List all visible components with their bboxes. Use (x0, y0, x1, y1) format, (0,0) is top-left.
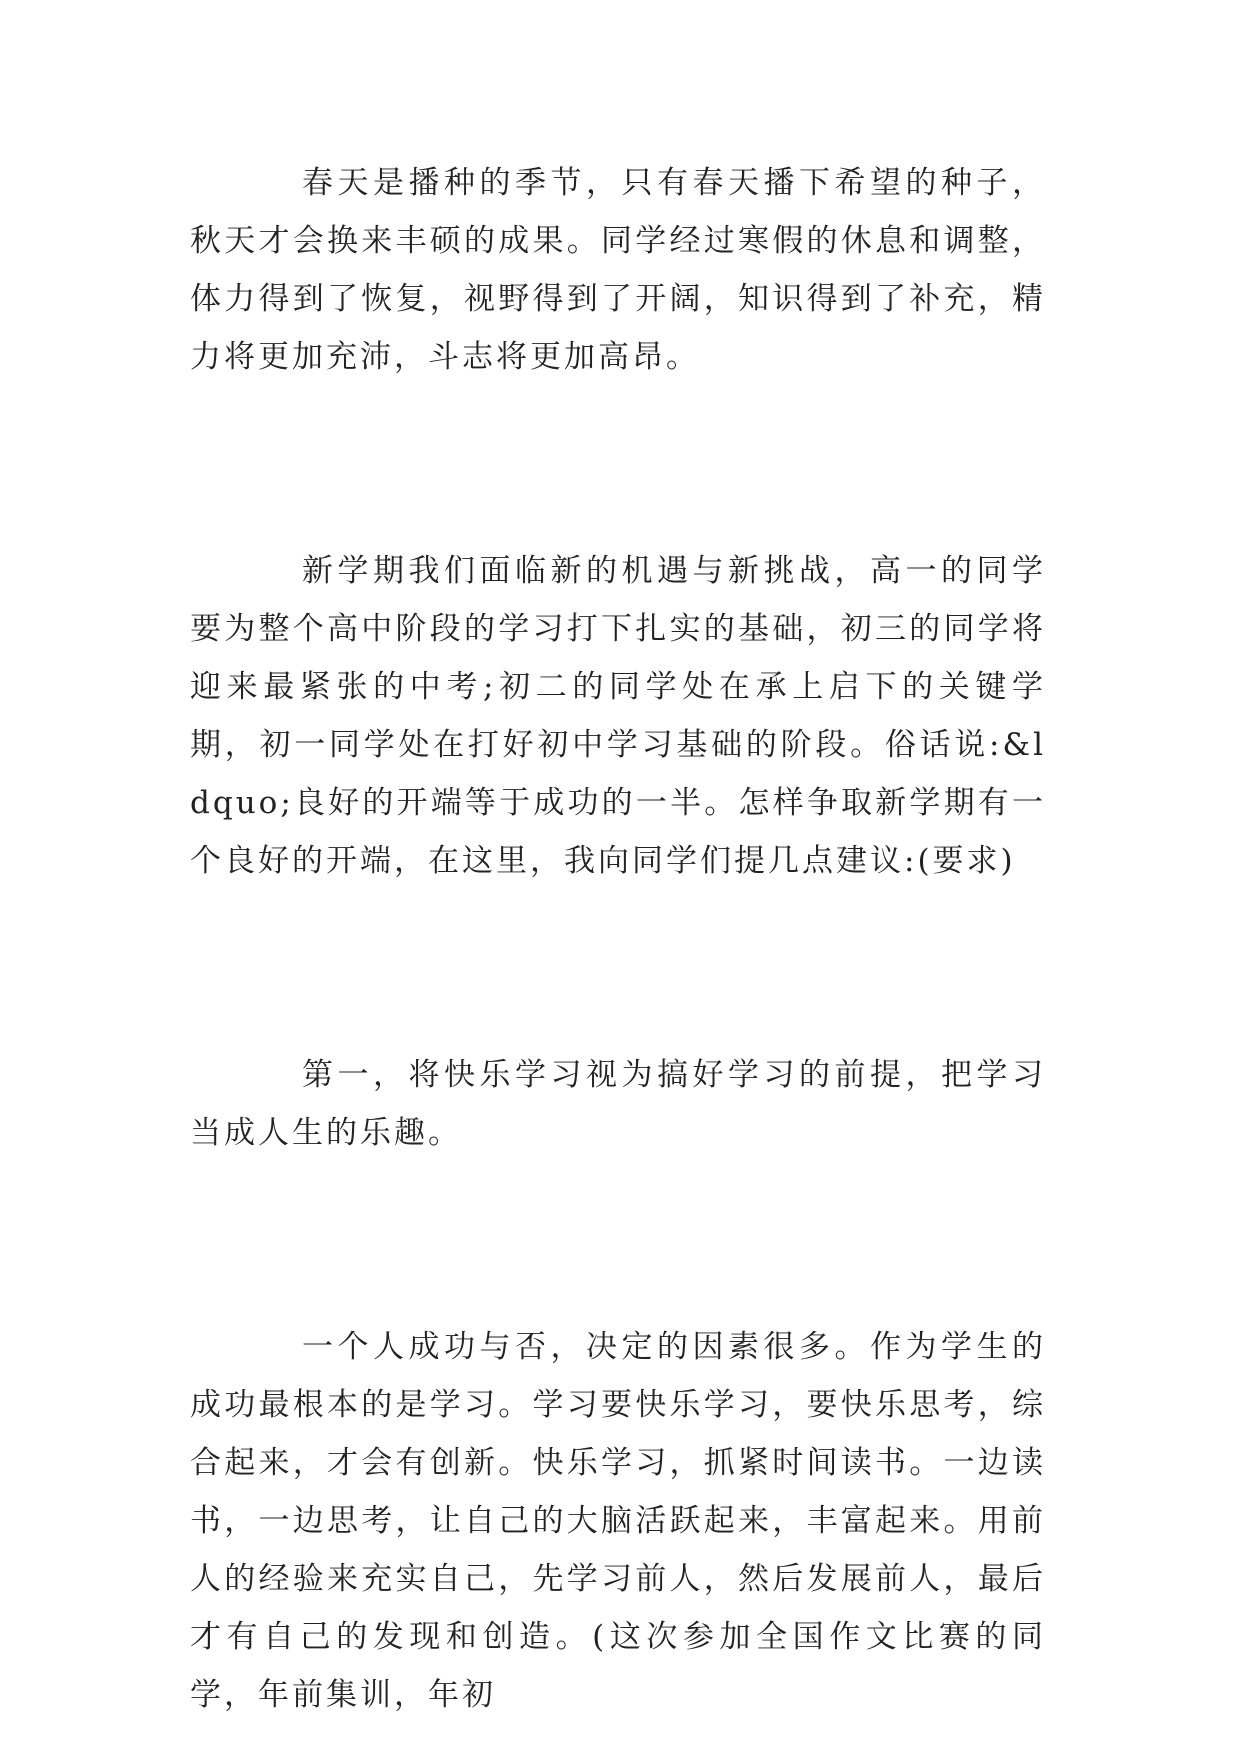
paragraph-new-semester: 新学期我们面临新的机遇与新挑战，高一的同学要为整个高中阶段的学习打下扎实的基础，初三的同学将迎来最紧张的中考;初二的同学处在承上启下的关键学期，初一同学处在打好初中学习基础的阶段。俗话说:&ldquo;良好的开端等于成功的一半。怎样争取新学期有一个良好的开端，在这里，我向同学们提几点建议:(要求) (190, 553, 1046, 879)
document-body (190, 154, 1046, 1724)
paragraph-spring-sowing: 春天是播种的季节，只有春天播下希望的种子，秋天才会换来丰硕的成果。同学经过寒假的休息和调整，体力得到了恢复，视野得到了开阔，知识得到了补充，精力将更加充沛，斗志将更加高昂。 (190, 165, 1046, 375)
paragraph-first-suggestion: 第一，将快乐学习视为搞好学习的前提，把学习当成人生的乐趣。 (190, 1057, 1046, 1151)
paragraph-happy-learning: 一个人成功与否，决定的因素很多。作为学生的成功最根本的是学习。学习要快乐学习，要快乐思考，综合起来，才会有创新。快乐学习，抓紧时间读书。一边读书，一边思考，让自己的大脑活跃起来，丰富起来。用前人的经验来充实自己，先学习前人，然后发展前人，最后才有自己的发现和创造。(这次参加全国作文比赛的同学，年前集训，年初 (190, 1329, 1046, 1713)
